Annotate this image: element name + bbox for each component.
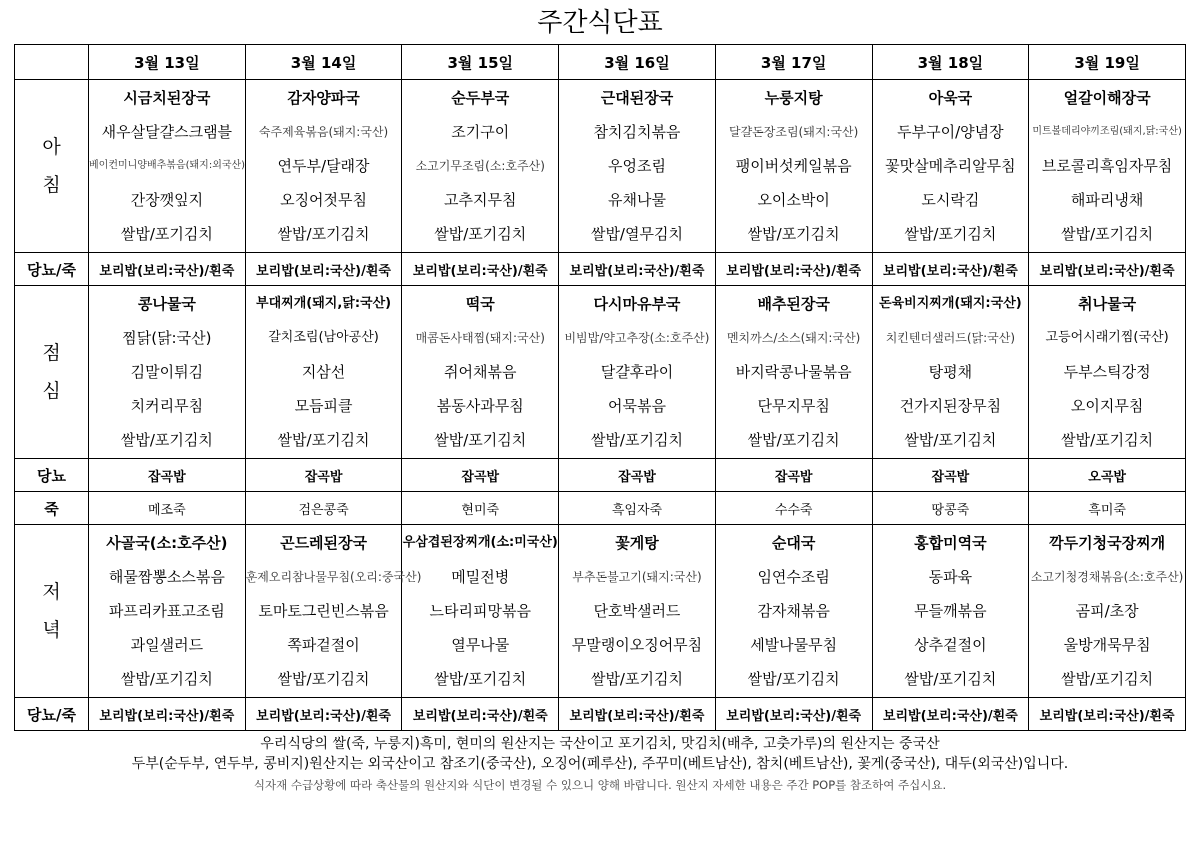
option-value: 현미죽	[402, 492, 559, 525]
day-menu-cell	[89, 525, 246, 698]
side-dish: 쌀밥/포기김치	[1061, 225, 1154, 243]
side-dish: 쌀밥/포기김치	[434, 670, 527, 688]
meal-label-char: 저	[42, 581, 61, 603]
side-dish: 매콤돈사태찜(돼지:국산)	[415, 331, 545, 345]
meal-label-char: 점	[42, 342, 61, 364]
option-value: 오곡밥	[1029, 459, 1186, 492]
side-dish: 김말이튀김	[130, 363, 204, 381]
day-menu-cell	[715, 80, 872, 253]
side-dish: 쥐어채볶음	[444, 363, 517, 381]
day-menu-cell	[402, 286, 559, 459]
main-dish: 떡국	[465, 295, 495, 313]
option-value: 보리밥(보리:국산)/흰죽	[402, 698, 559, 731]
side-dish: 봄동사과무침	[436, 397, 524, 415]
option-value: 보리밥(보리:국산)/흰죽	[872, 698, 1029, 731]
option-value: 수수죽	[715, 492, 872, 525]
date-header: 3월 17일	[715, 45, 872, 80]
side-dish: 우엉조림	[607, 157, 666, 175]
option-value: 땅콩죽	[872, 492, 1029, 525]
change-notice: 식자재 수급상황에 따라 축산물의 원산지와 식단이 변경될 수 있으니 양해 바랍니다. 원산지 자세한 내용은 주간 POP를 참조하여 주십시요.	[253, 778, 947, 792]
side-dish: 파프리카표고조림	[108, 602, 225, 620]
row-label: 당뇨/죽	[15, 698, 89, 731]
side-dish: 쌀밥/포기김치	[120, 431, 213, 449]
side-dish: 탕평채	[928, 363, 973, 381]
side-dish: 소고기청경채볶음(소:호주산)	[1030, 570, 1184, 584]
main-dish: 순대국	[771, 534, 816, 552]
day-menu-cell	[402, 525, 559, 698]
day-menu-cell	[872, 525, 1029, 698]
option-value: 메조죽	[89, 492, 246, 525]
option-value: 잡곡밥	[715, 459, 872, 492]
side-dish: 오징어젓무침	[280, 191, 368, 209]
date-header: 3월 16일	[559, 45, 716, 80]
date-header-row	[15, 45, 1186, 80]
date-header: 3월 19일	[1029, 45, 1186, 80]
main-dish: 홍합미역국	[914, 534, 987, 552]
side-dish: 쌀밥/포기김치	[120, 225, 213, 243]
side-dish: 치킨텐더샐러드(닭:국산)	[885, 331, 1016, 345]
date-header: 3월 18일	[872, 45, 1029, 80]
meal-label	[15, 286, 89, 459]
side-dish: 무들깨볶음	[914, 602, 987, 620]
main-dish: 콩나물국	[137, 295, 196, 313]
side-dish: 쌀밥/포기김치	[904, 431, 997, 449]
side-dish: 멘치까스/소스(돼지:국산)	[726, 331, 861, 345]
corner-cell	[15, 45, 89, 80]
option-value: 잡곡밥	[872, 459, 1029, 492]
main-dish: 부대찌개(돼지,닭:국산)	[256, 296, 392, 311]
main-dish: 다시마유부국	[593, 295, 681, 313]
main-dish: 곤드레된장국	[280, 534, 368, 552]
meal-label-char: 아	[42, 136, 61, 158]
side-dish: 부추돈불고기(돼지:국산)	[572, 570, 702, 584]
dinner-diabetic-porridge-row	[15, 698, 1186, 731]
option-value: 보리밥(보리:국산)/흰죽	[1029, 253, 1186, 286]
side-dish: 무말랭이오징어무침	[571, 636, 703, 654]
side-dish: 느타리피망볶음	[429, 602, 531, 620]
option-value: 흑미죽	[1029, 492, 1186, 525]
side-dish: 오이소박이	[757, 191, 830, 209]
side-dish: 어묵볶음	[607, 397, 666, 415]
side-dish: 소고기무조림(소:호주산)	[415, 159, 545, 173]
main-dish: 누룽지탕	[764, 89, 823, 107]
side-dish: 쌀밥/포기김치	[277, 670, 370, 688]
side-dish: 베이컨미니양배추볶음(돼지:외국산)	[89, 160, 246, 171]
side-dish: 팽이버섯케일볶음	[735, 157, 852, 175]
side-dish: 새우살달걀스크램블	[101, 123, 233, 141]
meal-label-char: 심	[42, 380, 61, 402]
day-menu-cell	[89, 80, 246, 253]
meal-label	[15, 525, 89, 698]
main-dish: 꽃게탕	[615, 534, 659, 552]
side-dish: 갈치조림(남아공산)	[268, 330, 379, 345]
breakfast-diabetic-porridge-row	[15, 253, 1186, 286]
option-value: 보리밥(보리:국산)/흰죽	[402, 253, 559, 286]
day-menu-cell	[1029, 286, 1186, 459]
side-dish: 쌀밥/포기김치	[434, 225, 527, 243]
day-menu-cell	[1029, 525, 1186, 698]
lunch-diabetic-row	[15, 459, 1186, 492]
meal-label-char: 녁	[42, 619, 61, 641]
main-dish: 우삼겹된장찌개(소:미국산)	[402, 535, 558, 550]
main-dish: 취나물국	[1078, 295, 1137, 313]
side-dish: 단무지무침	[757, 397, 830, 415]
side-dish: 쌀밥/포기김치	[1061, 670, 1154, 688]
origin-note-line: 우리식당의 쌀(죽, 누룽지)흑미, 현미의 원산지는 국산이고 포기김치, 맛김치(배추, 고춧가루)의 원산지는 중국산	[260, 736, 940, 752]
origin-note-line: 두부(순두부, 연두부, 콩비지)원산지는 외국산이고 참조기(중국산), 오징어(페루산), 주꾸미(베트남산), 참치(베트남산), 꽃게(중국산), 대두(외국산)입니다.	[131, 756, 1069, 772]
day-menu-cell	[559, 286, 716, 459]
main-dish: 순두부국	[451, 89, 510, 107]
side-dish: 훈제오리참나물무침(오리:중국산)	[245, 570, 422, 584]
side-dish: 감자채볶음	[757, 602, 830, 620]
option-value: 보리밥(보리:국산)/흰죽	[559, 698, 716, 731]
breakfast-row	[15, 80, 1186, 253]
side-dish: 해물짬뽕소스볶음	[108, 568, 225, 586]
side-dish: 찜닭(닭:국산)	[122, 329, 212, 347]
side-dish: 쌀밥/포기김치	[590, 670, 683, 688]
row-label: 죽	[15, 492, 89, 525]
side-dish: 쌀밥/포기김치	[904, 670, 997, 688]
side-dish: 쌀밥/포기김치	[590, 431, 683, 449]
lunch-row	[15, 286, 1186, 459]
option-value: 보리밥(보리:국산)/흰죽	[89, 253, 246, 286]
side-dish: 해파리냉채	[1070, 191, 1144, 209]
side-dish: 달걀돈장조림(돼지:국산)	[729, 125, 859, 139]
day-menu-cell	[1029, 80, 1186, 253]
side-dish: 연두부/달래장	[277, 157, 370, 175]
side-dish: 세발나물무침	[750, 636, 838, 654]
option-value: 보리밥(보리:국산)/흰죽	[715, 698, 872, 731]
day-menu-cell	[559, 525, 716, 698]
side-dish: 숙주제육볶음(돼지:국산)	[258, 125, 389, 139]
side-dish: 비빔밥/약고추장(소:호주산)	[564, 331, 710, 345]
side-dish: 동파육	[928, 568, 973, 586]
option-value: 보리밥(보리:국산)/흰죽	[559, 253, 716, 286]
side-dish: 달걀후라이	[600, 363, 674, 381]
side-dish: 울방개묵무침	[1063, 636, 1151, 654]
day-menu-cell	[872, 80, 1029, 253]
lunch-porridge-row	[15, 492, 1186, 525]
side-dish: 꽃맛살메추리알무침	[885, 157, 1016, 175]
side-dish: 도시락김	[921, 191, 980, 209]
side-dish: 열무나물	[451, 636, 510, 654]
side-dish: 바지락콩나물볶음	[735, 363, 852, 381]
weekly-menu-table	[14, 44, 1186, 731]
page-title: 주간식단표	[537, 8, 663, 38]
side-dish: 지삼선	[301, 363, 346, 381]
option-value: 잡곡밥	[245, 459, 402, 492]
meal-label-char: 침	[42, 174, 61, 196]
side-dish: 토마토그린빈스볶음	[258, 602, 389, 620]
side-dish: 쌀밥/포기김치	[747, 431, 840, 449]
side-dish: 쌀밥/포기김치	[1061, 431, 1154, 449]
side-dish: 고등어시래기찜(국산)	[1045, 330, 1169, 345]
main-dish: 돈육비지찌개(돼지:국산)	[879, 296, 1022, 311]
option-value: 잡곡밥	[89, 459, 246, 492]
side-dish: 메밀전병	[451, 568, 510, 586]
main-dish: 배추된장국	[757, 295, 830, 313]
main-dish: 시금치된장국	[123, 89, 211, 107]
side-dish: 브로콜리흑임자무침	[1041, 157, 1173, 175]
side-dish: 단호박샐러드	[593, 602, 681, 620]
side-dish: 두부스틱강정	[1063, 363, 1151, 381]
side-dish: 쌀밥/포기김치	[120, 670, 213, 688]
side-dish: 쌀밥/포기김치	[747, 225, 840, 243]
date-header: 3월 14일	[245, 45, 402, 80]
side-dish: 임연수조림	[757, 568, 830, 586]
option-value: 보리밥(보리:국산)/흰죽	[245, 698, 402, 731]
row-label: 당뇨/죽	[15, 253, 89, 286]
main-dish: 감자양파국	[287, 89, 360, 107]
main-dish: 근대된장국	[600, 89, 674, 107]
option-value: 보리밥(보리:국산)/흰죽	[245, 253, 402, 286]
side-dish: 쌀밥/포기김치	[904, 225, 997, 243]
day-menu-cell	[245, 286, 402, 459]
date-header: 3월 13일	[89, 45, 246, 80]
day-menu-cell	[245, 525, 422, 698]
day-menu-cell	[559, 80, 716, 253]
side-dish: 참치김치볶음	[593, 123, 681, 141]
day-menu-cell	[715, 525, 872, 698]
side-dish: 간장깻잎지	[130, 191, 204, 209]
side-dish: 쪽파겉절이	[287, 636, 360, 654]
date-header: 3월 15일	[402, 45, 559, 80]
side-dish: 고추지무침	[444, 191, 517, 209]
day-menu-cell	[89, 286, 246, 459]
side-dish: 건가지된장무침	[899, 397, 1002, 415]
side-dish: 과일샐러드	[130, 636, 204, 654]
option-value: 보리밥(보리:국산)/흰죽	[89, 698, 246, 731]
day-menu-cell	[245, 80, 402, 253]
side-dish: 모듬피클	[294, 397, 353, 415]
side-dish: 곰피/초장	[1075, 602, 1139, 620]
main-dish: 사골국(소:호주산)	[106, 534, 228, 552]
side-dish: 조기구이	[451, 123, 510, 141]
main-dish: 깍두기청국장찌개	[1049, 534, 1166, 552]
side-dish: 유채나물	[607, 191, 666, 209]
option-value: 보리밥(보리:국산)/흰죽	[1029, 698, 1186, 731]
option-value: 보리밥(보리:국산)/흰죽	[872, 253, 1029, 286]
meal-label	[15, 80, 89, 253]
side-dish: 미트볼데리야끼조림(돼지,닭:국산)	[1032, 126, 1182, 137]
dinner-row	[15, 525, 1186, 698]
row-label: 당뇨	[15, 459, 89, 492]
option-value: 보리밥(보리:국산)/흰죽	[715, 253, 872, 286]
side-dish: 쌀밥/포기김치	[277, 431, 370, 449]
side-dish: 쌀밥/포기김치	[434, 431, 527, 449]
day-menu-cell	[715, 286, 872, 459]
option-value: 잡곡밥	[559, 459, 716, 492]
side-dish: 쌀밥/포기김치	[277, 225, 370, 243]
side-dish: 두부구이/양념장	[897, 123, 1004, 141]
main-dish: 아욱국	[928, 89, 973, 107]
side-dish: 쌀밥/포기김치	[747, 670, 840, 688]
side-dish: 상추겉절이	[914, 636, 987, 654]
side-dish: 쌀밥/열무김치	[590, 225, 683, 243]
day-menu-cell	[872, 286, 1029, 459]
main-dish: 얼갈이해장국	[1063, 89, 1151, 107]
option-value: 검은콩죽	[245, 492, 402, 525]
side-dish: 치커리무침	[130, 397, 204, 415]
side-dish: 오이지무침	[1070, 397, 1144, 415]
option-value: 잡곡밥	[402, 459, 559, 492]
day-menu-cell	[402, 80, 559, 253]
option-value: 흑임자죽	[559, 492, 716, 525]
origin-notes	[0, 734, 1200, 794]
